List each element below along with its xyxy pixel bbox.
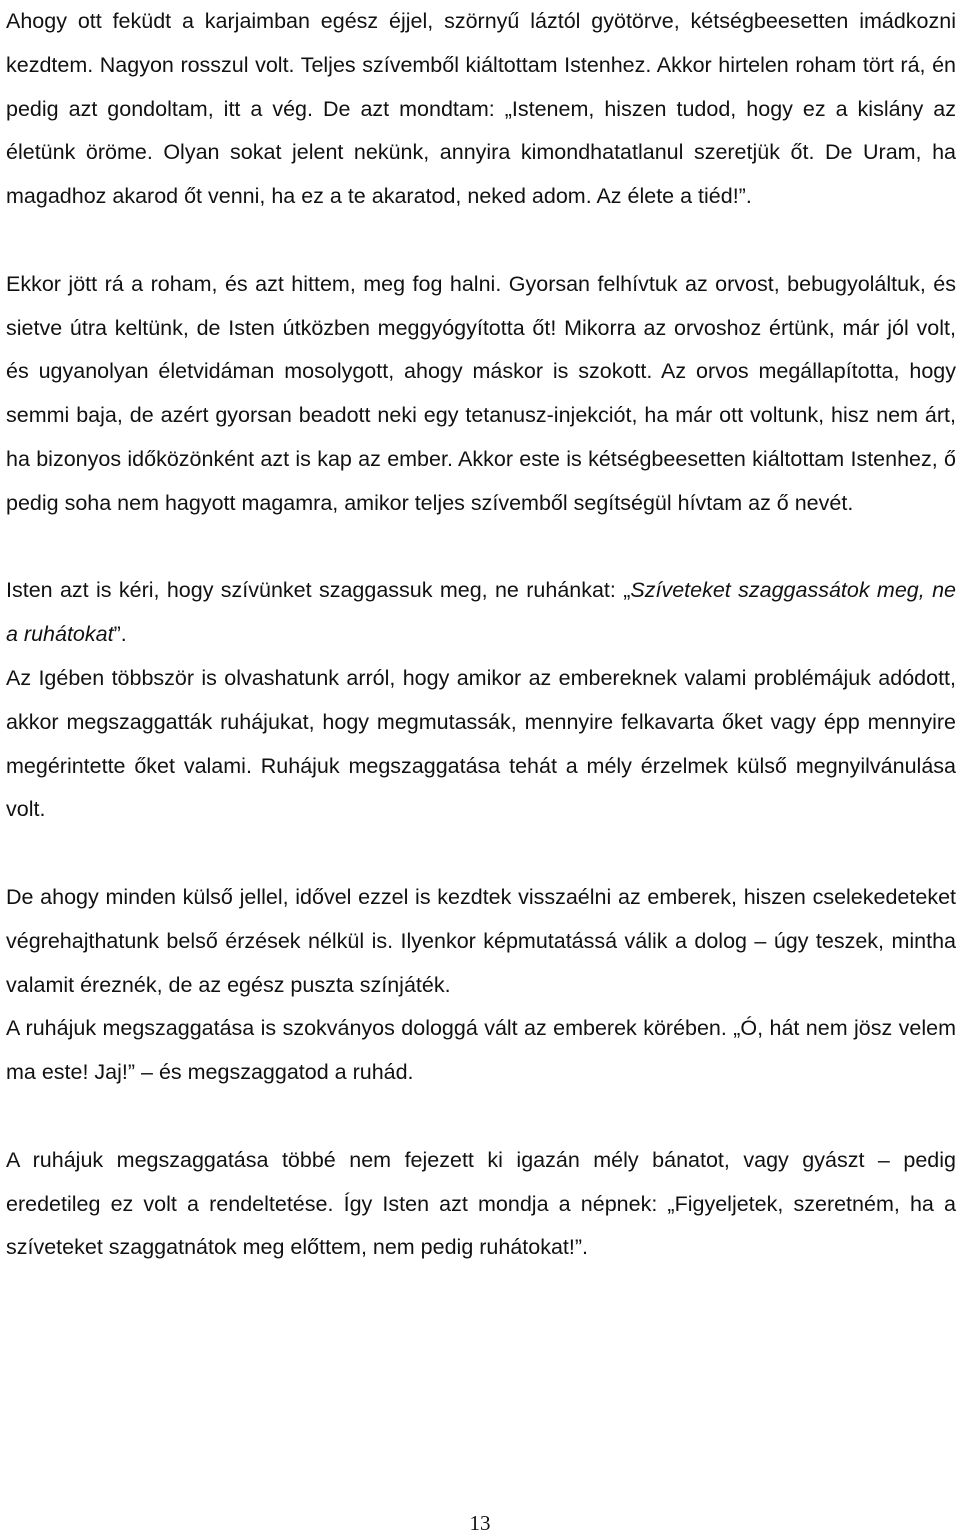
scripture-quote: Szíveteket szaggassátok meg, ne a ruhátokat xyxy=(6,578,956,647)
paragraph-gap xyxy=(6,219,956,263)
paragraph-3-end: ”. xyxy=(113,622,127,647)
paragraph-3-intro: Isten azt is kéri, hogy szívünket szaggassuk meg, ne ruhánkat: „ xyxy=(6,578,631,603)
page-number: 13 xyxy=(469,1511,491,1535)
paragraph-gap xyxy=(6,1095,956,1139)
paragraph-6: A ruhájuk megszaggatása is szokványos dologgá vált az emberek körében. „Ó, hát nem jösz velem ma este! Jaj!” – és megszaggatod a ruhád. xyxy=(6,1016,956,1085)
paragraph-2: Ekkor jött rá a roham, és azt hittem, meg fog halni. Gyorsan felhívtuk az orvost, bebugyoláltuk, és sietve útra keltünk, de Isten útközben meggyógyította őt! Mikorra az orvoshoz értünk, már jól volt, és ugyanolyan életvidáman mosolygott, ahogy máskor is szokott. Az orvos megállapította, hogy semmi baja, de azért gyorsan beadott neki egy tetanusz-injekciót, ha már ott voltunk, hisz nem árt, ha bizonyos időközönként azt is kap az ember. Akkor este is kétségbeesetten kiáltottam Istenhez, ő pedig soha nem hagyott magamra, amikor teljes szívemből segítségül hívtam az ő nevét. xyxy=(6,271,956,515)
paragraph-3 xyxy=(6,569,956,657)
paragraph-5: De ahogy minden külső jellel, idővel ezzel is kezdtek visszaélni az emberek, hiszen cselekedeteket végrehajthatunk belső érzések nélkül is. Ilyenkor képmutatássá válik a dolog – úgy teszek, mintha valamit éreznék, de az egész puszta színjáték. xyxy=(6,884,956,997)
paragraph-gap xyxy=(6,526,956,570)
paragraph-1: Ahogy ott feküdt a karjaimban egész éjjel, szörnyű láztól gyötörve, kétségbeesetten imádkozni kezdtem. Nagyon rosszul volt. Teljes szívemből kiáltottam Istenhez. Akkor hirtelen roham tört rá, én pedig azt gondoltam, itt a vég. De azt mondtam: „Istenem, hiszen tudod, hogy ez a kislány az életünk öröme. Olyan sokat jelent nekünk, annyira kimondhatatlanul szeretjük őt. De Uram, ha magadhoz akarod őt venni, ha ez a te akaratod, neked adom. Az élete a tiéd!”. xyxy=(6,9,956,209)
paragraph-4: Az Igében többször is olvashatunk arról, hogy amikor az embereknek valami problémájuk adódott, akkor megszaggatták ruhájukat, hogy megmutassák, mennyire felkavarta őket vagy épp mennyire megérintette őket valami. Ruhájuk megszaggatása tehát a mély érzelmek külső megnyilvánulása volt. xyxy=(6,665,956,822)
paragraph-gap xyxy=(6,832,956,876)
paragraph-7: A ruhájuk megszaggatása többé nem fejezett ki igazán mély bánatot, vagy gyászt – pedig eredetileg ez volt a rendeltetése. Így Isten azt mondja a népnek: „Figyeljetek, szeretném, ha a szíveteket szaggatnátok meg előttem, nem pedig ruhátokat!”. xyxy=(6,1147,956,1260)
document-page xyxy=(6,0,956,1270)
